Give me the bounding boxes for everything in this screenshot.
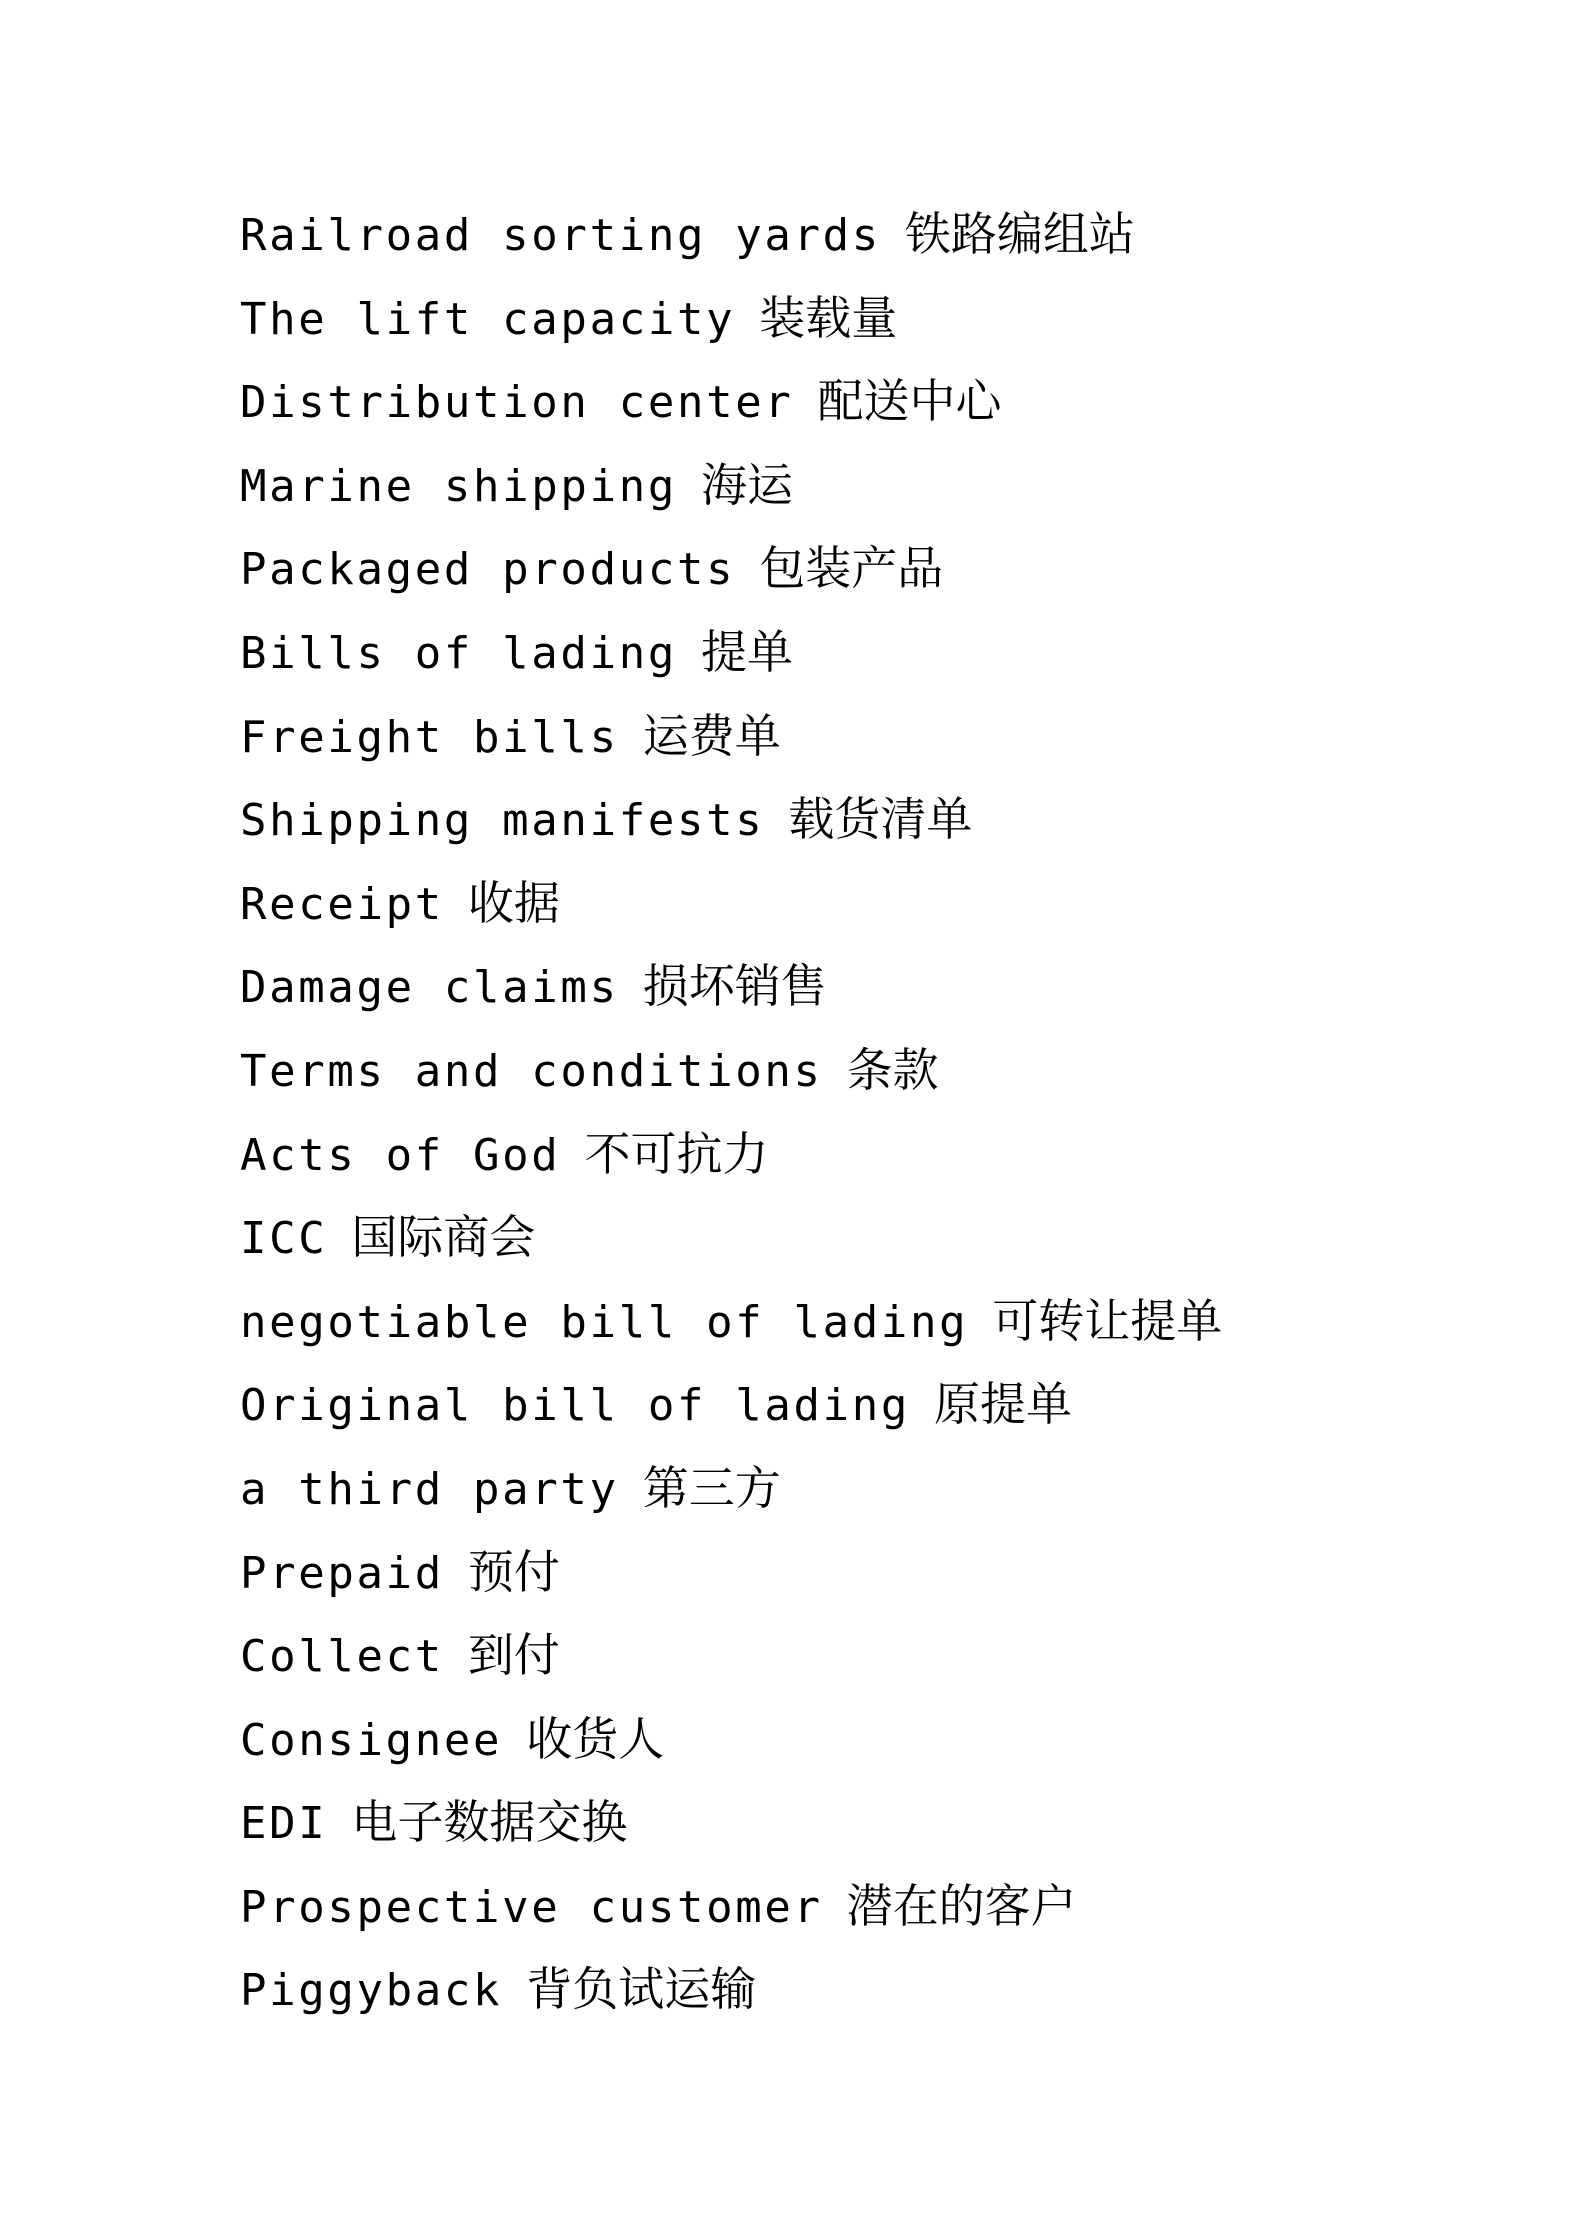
term-english: negotiable bill of lading: [240, 1296, 969, 1348]
glossary-entry: [240, 1040, 1222, 1124]
term-english: Acts of God: [240, 1129, 561, 1181]
term-english: Consignee: [240, 1714, 503, 1766]
glossary-entry: [240, 1291, 1222, 1375]
term-chinese: 包装产品: [759, 541, 944, 596]
glossary-entry: [240, 288, 1222, 372]
term-chinese: 条款: [846, 1042, 939, 1097]
term-chinese: 潜在的客户: [846, 1878, 1077, 1933]
term-chinese: 收货人: [526, 1711, 665, 1766]
term-chinese: 不可抗力: [584, 1126, 769, 1181]
glossary-entry: [240, 455, 1222, 539]
term-chinese: 原提单: [934, 1377, 1072, 1432]
term-english: Piggyback: [240, 1965, 503, 2017]
glossary-entry: [240, 789, 1222, 873]
term-chinese: 装载量: [759, 290, 898, 345]
term-chinese: 海运: [700, 457, 793, 512]
term-chinese: 载货清单: [788, 792, 973, 847]
term-english: EDI: [240, 1798, 328, 1850]
glossary-entry: [240, 1124, 1222, 1208]
glossary-entry: [240, 1709, 1222, 1793]
term-chinese: 运费单: [642, 708, 781, 763]
term-chinese: 预付: [467, 1544, 560, 1599]
glossary-entry: [240, 538, 1222, 622]
term-chinese: 第三方: [642, 1460, 781, 1515]
term-chinese: 损坏销售: [642, 959, 827, 1014]
term-english: Freight bills: [240, 711, 619, 763]
glossary-entry: [240, 1374, 1222, 1458]
glossary-entry: [240, 956, 1222, 1040]
term-chinese: 铁路编组站: [904, 207, 1135, 261]
glossary-entry: [240, 1207, 1222, 1291]
term-chinese: 配送中心: [817, 374, 1002, 429]
glossary-entry: [240, 1542, 1222, 1626]
term-english: Collect: [240, 1631, 444, 1683]
term-english: a third party: [240, 1463, 619, 1515]
glossary-entry: [240, 204, 1222, 288]
term-english: Prospective customer: [240, 1881, 823, 1933]
glossary-entry: [240, 1876, 1222, 1960]
glossary-entry: [240, 622, 1222, 706]
term-chinese: 提单: [700, 624, 793, 679]
term-english: Terms and conditions: [240, 1045, 823, 1097]
glossary-entry: [240, 1792, 1222, 1876]
glossary-entry: [240, 1959, 1222, 2043]
term-english: ICC: [240, 1213, 328, 1265]
glossary-entry: [240, 1458, 1222, 1542]
term-english: Original bill of lading: [240, 1380, 910, 1432]
term-english: The lift capacity: [240, 293, 736, 345]
term-english: Shipping manifests: [240, 795, 765, 847]
term-english: Packaged products: [240, 544, 736, 596]
term-english: Receipt: [240, 878, 444, 930]
term-english: Prepaid: [240, 1547, 444, 1599]
term-chinese: 可转让提单: [992, 1293, 1223, 1348]
glossary-list: [240, 204, 1222, 2043]
term-english: Bills of lading: [240, 627, 677, 679]
glossary-entry: [240, 706, 1222, 790]
glossary-entry: [240, 371, 1222, 455]
term-english: Damage claims: [240, 962, 619, 1014]
term-chinese: 国际商会: [351, 1210, 536, 1265]
term-english: Marine shipping: [240, 460, 677, 512]
glossary-entry: [240, 873, 1222, 957]
term-chinese: 收据: [467, 875, 560, 930]
term-english: Distribution center: [240, 377, 794, 429]
term-chinese: 电子数据交换: [351, 1795, 628, 1850]
glossary-entry: [240, 1625, 1222, 1709]
term-english: Railroad sorting yards: [240, 210, 881, 261]
term-chinese: 背负试运输: [526, 1962, 757, 2017]
term-chinese: 到付: [467, 1628, 560, 1683]
